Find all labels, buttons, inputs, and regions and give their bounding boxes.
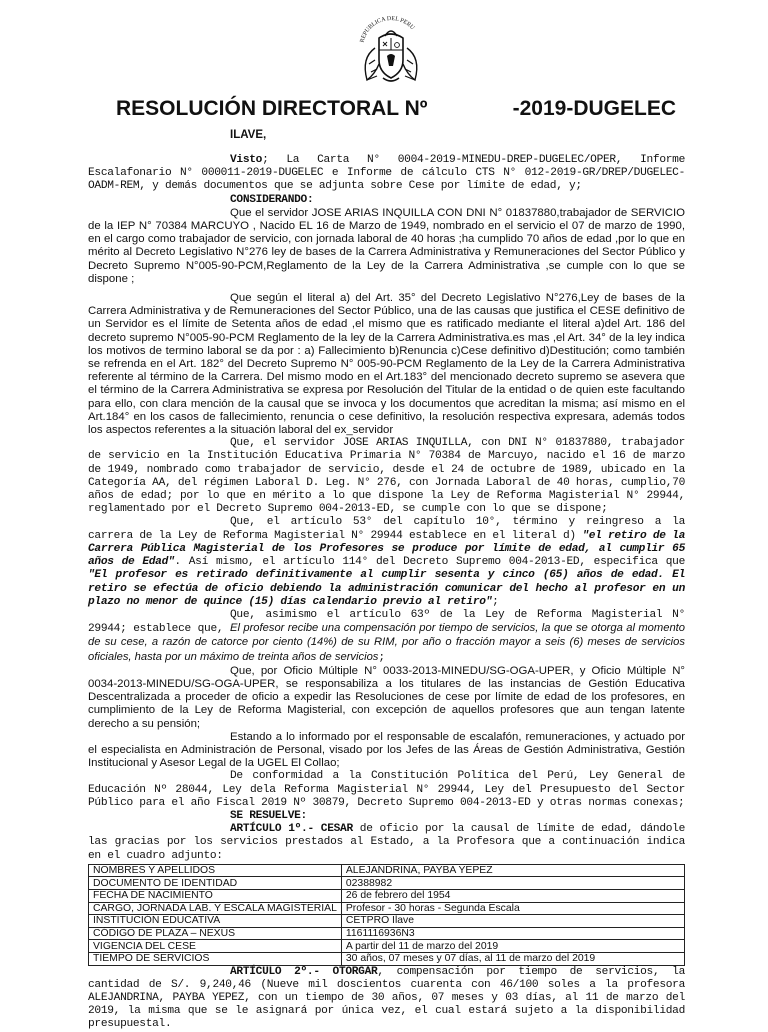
place-label: ILAVE, bbox=[230, 129, 267, 141]
table-row bbox=[89, 952, 685, 965]
resuelve-label: SE RESUELVE: bbox=[230, 809, 307, 822]
visto-paragraph bbox=[88, 154, 685, 194]
considerando-p1: Que el servidor JOSE ARIAS INQUILLA CON DNI N° 01837880,trabajador de SERVICIO de la IEP N° 70384 MARCUYO , Nacido EL 16 de Marzo de 1949, nombrado en el servicio el 07 de marzo de 1990, en el cargo como trabajador de servicio, con jornada laboral de 40 horas ;ha cumplido 70 años de edad ,por lo que en mérito al Decreto Legislativo N°276 ley de bases de la Carrera Administrativa y Remuneraciones del Sector Público y Decreto Supremo N°005-90-PCM,Reglamento de la Ley de la Carrera Administrativa ,se cumple con lo que se dispone ; bbox=[88, 206, 685, 285]
article-2-label: ARTÍCULO 2º.- OTORGAR bbox=[230, 965, 378, 978]
p4-part-a: Que, el artículo 53° del capítulo 10°, término y reingreso a la carrera de la Ley de Reforma Magisterial N° 29944 establece en el literal d) bbox=[88, 516, 685, 542]
article-1-text: de oficio por la causal de límite de edad, dándole las gracias por los servicios prestados al Estado, a la Profesora que a continuación indica en el cuadro adjunto: bbox=[88, 823, 685, 862]
coat-of-arms-icon bbox=[353, 8, 429, 94]
table-cell-value: 02388982 bbox=[341, 877, 684, 890]
considerando-p3: Que, el servidor JOSE ARIAS INQUILLA, con DNI N° 01837880, trabajador de servicio en la Institución Educativa Primaria N° 70384 de Marcuyo, nacido el 16 de marzo de 1949, nombrado como trabajador de servicio, desde el 24 de octubre de 1989, ubicado en la Categoría AA, del régimen Laboral D. Leg. N° 276, con Jornada Laboral de 40 horas, cumplio,70 años de edad; por lo que en mérito a lo que dispone la Ley de Reforma Magisterial N° 29944, reglamentado por el Decreto Supremo 004-2013-ED, se cumple con lo que se dispone; bbox=[88, 437, 685, 516]
table-row bbox=[89, 864, 685, 877]
svg-text:REPUBLICA DEL PERU bbox=[360, 16, 416, 43]
considerando-p7: Estando a lo informado por el responsable de escalafón, remuneraciones, y actuado por el especialista en Administración de Personal, visado por los Jefes de las Áreas de Gestión Administrativa, Gestión Institucional y Asesor Legal de la UGEL El Collao; bbox=[88, 730, 685, 770]
visto-text: ; La Carta N° 0004-2019-MINEDU-DREP-DUGELEC/OPER, Informe Escalafonario N° 000011-2019-DUGELEC e Informe de cálculo CTS N° 012-2019-GR/DREP/DUGELEC-OADM-REM, y demás documentos que se adjunta sobre Cese por límite de edad, y; bbox=[88, 154, 685, 193]
document-body bbox=[88, 154, 685, 1032]
article-1-label: ARTÍCULO 1º.- CESAR bbox=[230, 823, 353, 836]
table-cell-label: INSTITUCIÓN EDUCATIVA bbox=[89, 915, 342, 928]
article-2 bbox=[88, 966, 685, 1032]
table-row bbox=[89, 877, 685, 890]
table-cell-label: CARGO, JORNADA LAB. Y ESCALA MAGISTERIAL bbox=[89, 902, 342, 915]
table-row bbox=[89, 927, 685, 940]
table-row bbox=[89, 889, 685, 902]
considerando-p8: De conformidad a la Constitución Política del Perú, Ley General de Educación Nº 28044, Ley dela Reforma Magisterial N° 29944, Ley del Presupuesto del Sector Público para el año Fiscal 2019 Nº 30879, Decreto Supremo 004-2013-ED y otras normas conexas; bbox=[88, 770, 685, 809]
considerando-p2: Que según el literal a) del Art. 35° del Decreto Legislativo N°276,Ley de bases de la Carrera Administrativa y de Remuneraciones del Sector Público, una de las causas que justifica el CESE definitivo de un Servidor es el límite de Setenta años de edad ,el mismo que es ratificado mediante el literal a)del Art. 186 del decreto supremo N°005-90-PCM Reglamento de la ley de la Carrera Administrativa.es mas ,el Art. 34° de la ley indica los motivos de termino laboral se da por : a) Fallecimiento b)Renuncia c)Cese definitivo d)Destitución; como también se refrenda en el Art. 182° del Decreto Supremo N° 005-90-PCM Reglamento de la Ley de la Carrera Administrativa referente al término de la Carrera. Del mismo modo en el Art.183° del mencionado decreto supremo se asevera que el término de la Carrera Administrativa se expresa por Resolución del Titular de la entidad o de quien este facultando para ello, con clara mención de la causal que se invoca y los documentos que acreditan la misma; así mismo en el Art.184° en los casos de fallecimiento, renuncia o cese definitivo, la resolución respectiva expresara, además todos los aspectos referentes a la situación laboral del ex_servidor bbox=[88, 292, 685, 437]
table-row bbox=[89, 915, 685, 928]
considerando-label: CONSIDERANDO: bbox=[230, 193, 314, 206]
p4-quote-2: "El profesor es retirado definitivamente al cumplir sesenta y cinco (65) años de edad. El retiro se efectúa de oficio debiendo la administración comunicar del hecho al profesor en un plazo no menor de quince (15) días calendario previo al retiro" bbox=[88, 569, 685, 608]
considerando-p6: Que, por Oficio Múltiple N° 0033-2013-MINEDU/SG-OGA-UPER, y Oficio Múltiple N° 0034-2013-MINEDU/SG-OGA-UPER, se responsabiliza a los titulares de las instancias de Gestión Educativa Descentralizada a proceder de oficio a expedir las Resoluciones de cese por límite de edad de los profesores, en cumplimiento de la Ley de Reforma Magisterial, con excepción de aquellos profesores que aun tengan latente derecho a su pensión; bbox=[88, 664, 685, 730]
title-right: -2019-DUGELEC bbox=[512, 97, 676, 120]
considerando-p5 bbox=[88, 609, 685, 665]
table-row bbox=[89, 940, 685, 953]
p4-quote-1: "el retiro de la Carrera Pública Magisterial de los Profesores se produce por límite de edad, al cumplir 65 años de Edad" bbox=[88, 529, 685, 569]
table-cell-label: DOCUMENTO DE IDENTIDAD bbox=[89, 877, 342, 890]
table-cell-value: ALEJANDRINA, PAYBA YEPEZ bbox=[341, 864, 684, 877]
table-cell-label: FECHA DE NACIMIENTO bbox=[89, 889, 342, 902]
table-cell-label: NOMBRES Y APELLIDOS bbox=[89, 864, 342, 877]
table-cell-label: CÓDIGO DE PLAZA – NEXUS bbox=[89, 927, 342, 940]
teacher-data-table bbox=[88, 864, 685, 966]
table-cell-value: 30 años, 07 meses y 07 días, al 11 de marzo del 2019 bbox=[341, 952, 684, 965]
p5-part-c: ; bbox=[378, 651, 385, 664]
considerando-p4 bbox=[88, 516, 685, 608]
title-left: RESOLUCIÓN DIRECTORAL Nº bbox=[116, 97, 428, 120]
table-cell-value: Profesor - 30 horas - Segunda Escala bbox=[341, 902, 684, 915]
article-2-text: , compensación por tiempo de servicios, la cantidad de S/. 9,240,46 (Nueve mil doscientos cuarenta con 46/100 soles a la profesora ALEJANDRINA, PAYBA YEPEZ, con un tiempo de 30 años, 07 meses y 03 días, al 11 de marzo del 2019, la misma que se le asignará por única vez, el cual estará sujeto a la disponibilidad presupuestal. bbox=[88, 965, 685, 1031]
table-cell-value: A partir del 11 de marzo del 2019 bbox=[341, 940, 684, 953]
table-cell-value: 26 de febrero del 1954 bbox=[341, 889, 684, 902]
crest-legend: REPUBLICA DEL PERU bbox=[359, 15, 416, 44]
article-1 bbox=[88, 823, 685, 863]
table-cell-label: TIEMPO DE SERVICIOS bbox=[89, 952, 342, 965]
table-cell-label: VIGENCIA DEL CESE bbox=[89, 940, 342, 953]
visto-label: Visto bbox=[230, 154, 263, 166]
p4-part-c: . Así mismo, el artículo 114° del Decreto Supremo 004-2013-ED, especifica que bbox=[174, 556, 685, 569]
table-cell-value: 1161116936N3 bbox=[341, 927, 684, 940]
p4-part-e: ; bbox=[492, 595, 499, 608]
table-row bbox=[89, 902, 685, 915]
p5-part-a: Que, asimismo el artículo 63º de la Ley de Reforma Magisterial N° 29944; establece que, bbox=[88, 608, 685, 636]
table-cell-value: CETPRO Ilave bbox=[341, 915, 684, 928]
p5-quote: El profesor recibe una compensación por tiempo de servicios, la que se otorga al momento de su cese, a razón de catorce por ciento (14%) de su RIM, por año o fracción mayor a seis (6) meses de servicios oficiales, hasta por un máximo de treinta años de servicios bbox=[88, 622, 685, 663]
